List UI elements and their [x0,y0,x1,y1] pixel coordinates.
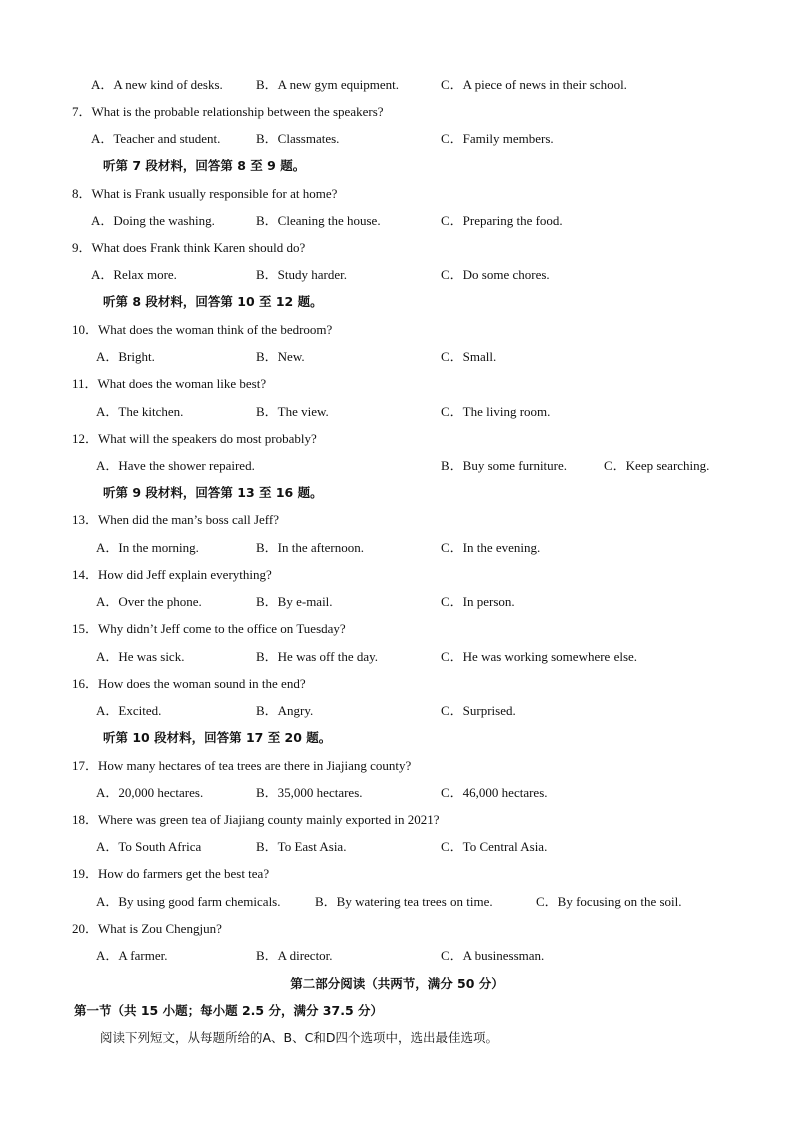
option-b: B．Buy some furniture. [441,458,568,473]
option-b: B．The view. [256,404,329,419]
option-c: C．In the evening. [441,540,541,555]
option-c: C．In person. [441,594,515,609]
option-a: A．To South Africa [96,839,202,854]
option-b: B．He was off the day. [256,649,379,664]
question-13: 13．When did the man’s boss call Jeff? [72,512,279,527]
part-2-title: 第二部分阅读（共两节，满分 50 分） [290,976,504,991]
question-19: 19．How do farmers get the best tea? [72,866,270,881]
option-a: A．Bright. [96,349,155,364]
section-1-heading: 第一节（共 15 小题；每小题 2.5 分，满分 37.5 分） [74,1003,383,1018]
option-c: C．Small. [441,349,497,364]
option-c: C．He was working somewhere else. [441,649,638,664]
option-c: C．46,000 hectares. [441,785,548,800]
question-12: 12．What will the speakers do most probably? [72,431,317,446]
option-a: A．In the morning. [96,540,199,555]
option-c: C．Surprised. [441,703,516,718]
option-b: B．35,000 hectares. [256,785,363,800]
listening-heading-8: 听第 8 段材料，回答第 10 至 12 题。 [103,294,323,309]
option-b: B．New. [256,349,305,364]
listening-heading-7: 听第 7 段材料，回答第 8 至 9 题。 [103,158,306,173]
question-15: 15．Why didn’t Jeff come to the office on Tuesday? [72,621,346,636]
option-c: C．The living room. [441,404,551,419]
option-b: B．Classmates. [256,131,340,146]
option-a: A．Have the shower repaired. [96,458,255,473]
option-a: A．Teacher and student. [91,131,221,146]
option-c: C．To Central Asia. [441,839,548,854]
question-16: 16．How does the woman sound in the end? [72,676,306,691]
option-a: A．He was sick. [96,649,185,664]
option-a: A．20,000 hectares. [96,785,204,800]
question-14: 14．How did Jeff explain everything? [72,567,272,582]
question-7: 7．What is the probable relationship between the speakers? [72,104,384,119]
question-10: 10．What does the woman think of the bedroom? [72,322,333,337]
option-b: B．A director. [256,948,333,963]
option-a: A．A farmer. [96,948,168,963]
option-a: A．A new kind of desks. [91,77,223,92]
option-c: C．By focusing on the soil. [536,894,682,909]
option-b: B．By e-mail. [256,594,333,609]
option-c: C．Preparing the food. [441,213,563,228]
option-c: C．Do some chores. [441,267,550,282]
option-a: A．By using good farm chemicals. [96,894,281,909]
question-20: 20．What is Zou Chengjun? [72,921,222,936]
question-9: 9．What does Frank think Karen should do? [72,240,306,255]
option-a: A．Excited. [96,703,162,718]
option-b: B．Cleaning the house. [256,213,381,228]
option-b: B．Study harder. [256,267,347,282]
option-b: B．Angry. [256,703,314,718]
question-17: 17．How many hectares of tea trees are there in Jiajiang county? [72,758,412,773]
question-18: 18．Where was green tea of Jiajiang county mainly exported in 2021? [72,812,440,827]
reading-instruction: 阅读下列短文，从每题所给的A、B、C和D四个选项中，选出最佳选项。 [100,1030,498,1045]
option-c: C．A businessman. [441,948,545,963]
option-a: A．Over the phone. [96,594,202,609]
question-8: 8．What is Frank usually responsible for at home? [72,186,338,201]
option-c: C．Family members. [441,131,554,146]
option-b: B．In the afternoon. [256,540,364,555]
option-c: C．Keep searching. [604,458,710,473]
option-a: A．Relax more. [91,267,177,282]
option-c: C．A piece of news in their school. [441,77,627,92]
option-b: B．To East Asia. [256,839,347,854]
listening-heading-9: 听第 9 段材料，回答第 13 至 16 题。 [103,485,323,500]
question-11: 11．What does the woman like best? [72,376,267,391]
option-b: B．By watering tea trees on time. [315,894,493,909]
listening-heading-10: 听第 10 段材料，回答第 17 至 20 题。 [103,730,332,745]
option-a: A．Doing the washing. [91,213,215,228]
option-a: A．The kitchen. [96,404,184,419]
option-b: B．A new gym equipment. [256,77,399,92]
